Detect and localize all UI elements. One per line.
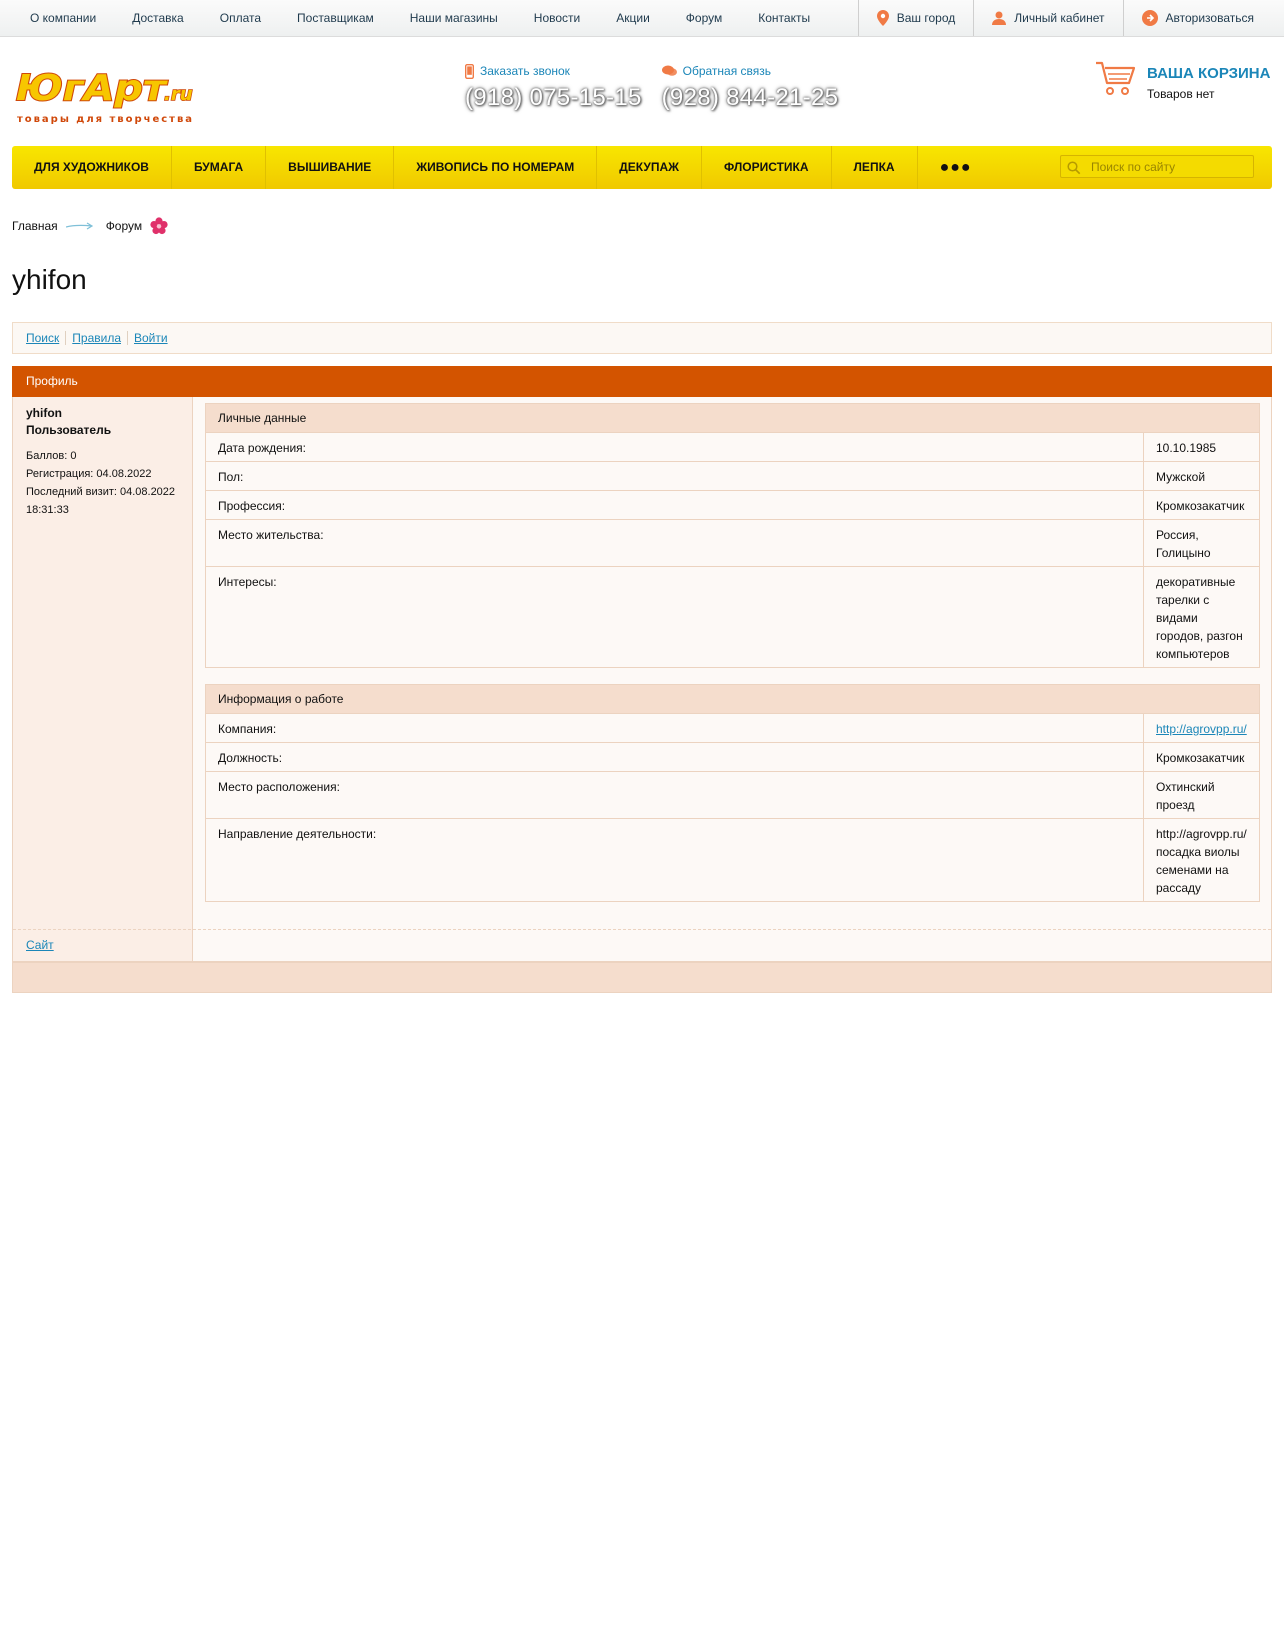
table-row [206, 819, 1260, 902]
menu-paint-by-numbers[interactable]: ЖИВОПИСЬ ПО НОМЕРАМ [394, 146, 597, 189]
phones-block [465, 62, 858, 112]
search-input[interactable] [1091, 156, 1251, 177]
profile-stats [26, 447, 186, 519]
menu-decoupage[interactable]: ДЕКУПАЖ [597, 146, 702, 189]
breadcrumb-forum[interactable]: Форум [105, 219, 143, 233]
topnav-payment[interactable]: Оплата [219, 11, 262, 25]
table-row [206, 567, 1260, 668]
topnav-forum[interactable]: Форум [685, 11, 723, 25]
menu-embroidery[interactable]: ВЫШИВАНИЕ [266, 146, 394, 189]
separator [127, 331, 128, 345]
svg-text:.ru: .ru [164, 84, 193, 105]
table-row [206, 772, 1260, 819]
profile-header: Профиль [12, 366, 1272, 397]
forum-rules-link[interactable]: Правила [72, 331, 121, 345]
topnav-about[interactable]: О компании [30, 11, 97, 25]
menu-artists[interactable]: ДЛЯ ХУДОЖНИКОВ [12, 146, 172, 189]
row-value: Охтинский проезд [1144, 772, 1260, 819]
profile-box [12, 397, 1272, 962]
row-label: Компания: [206, 714, 1144, 743]
breadcrumb-home[interactable]: Главная [12, 219, 58, 233]
personal-data-table [205, 403, 1260, 668]
cart-widget[interactable] [1095, 60, 1270, 101]
row-value [1144, 714, 1260, 743]
arrow-right-icon [66, 221, 94, 231]
row-value: http://agrovpp.ru/ посадка виолы семенами на рассаду [1144, 819, 1260, 902]
separator [65, 331, 66, 345]
location-pin-icon [877, 10, 889, 26]
topnav-news[interactable]: Новости [533, 11, 581, 25]
topnav-contacts[interactable]: Контакты [758, 11, 811, 25]
phone-number-2: (928) 844-21-25 [661, 84, 839, 111]
row-label: Место жительства: [206, 520, 1144, 567]
top-bar [0, 0, 1284, 37]
cabinet-label: Личный кабинет [1014, 11, 1105, 25]
table-row [206, 743, 1260, 772]
table-row [206, 714, 1260, 743]
site-logo[interactable] [14, 60, 204, 128]
work-info-title: Информация о работе [206, 685, 1260, 714]
cart-icon [1095, 60, 1135, 96]
user-icon [992, 11, 1006, 25]
profile-points: Баллов: 0 [26, 450, 77, 462]
city-label: Ваш город [896, 11, 956, 25]
row-value: 10.10.1985 [1144, 433, 1260, 462]
cabinet-link[interactable] [973, 0, 1122, 36]
row-value: Кромкозакатчик [1144, 743, 1260, 772]
page-title: yhifon [12, 264, 87, 295]
profile-last-visit: Последний визит: 04.08.2022 18:31:33 [26, 486, 176, 516]
flower-icon [150, 217, 168, 235]
forum-links [12, 322, 1272, 354]
topnav-promos[interactable]: Акции [616, 11, 650, 25]
row-value: декоративные тарелки с видами городов, разгон компьютеров [1144, 567, 1260, 668]
company-link[interactable]: http://agrovpp.ru/ [1156, 722, 1247, 736]
topnav-suppliers[interactable]: Поставщикам [297, 11, 374, 25]
phone-feedback [662, 62, 839, 112]
menu-floristics[interactable]: ФЛОРИСТИКА [702, 146, 831, 189]
mobile-phone-icon [465, 64, 474, 79]
main-menu [12, 146, 1272, 189]
row-label: Место расположения: [206, 772, 1144, 819]
phone-number-1: (918) 075-15-15 [465, 84, 642, 111]
row-label: Направление деятельности: [206, 819, 1144, 902]
feedback-label: Обратная связь [682, 64, 772, 78]
svg-text:ЮгАрт: ЮгАрт [16, 68, 169, 109]
profile-role: Пользователь [26, 423, 112, 437]
forum-login-link[interactable]: Войти [134, 331, 168, 345]
topnav-delivery[interactable]: Доставка [132, 11, 184, 25]
phone-callback [465, 62, 642, 112]
row-value: Кромкозакатчик [1144, 491, 1260, 520]
site-search [1060, 155, 1254, 178]
forum-search-link[interactable]: Поиск [26, 331, 60, 345]
login-icon [1142, 10, 1158, 26]
row-label: Дата рождения: [206, 433, 1144, 462]
profile-divider [13, 929, 1271, 930]
login-link[interactable] [1123, 0, 1272, 36]
svg-text:товары для творчества: товары для творчества [17, 114, 192, 125]
search-icon[interactable] [1067, 161, 1081, 175]
cart-status: Товаров нет [1147, 87, 1215, 101]
row-label: Пол: [206, 462, 1144, 491]
table-row [206, 491, 1260, 520]
menu-more-button[interactable]: ●●● [939, 159, 972, 176]
top-nav [12, 0, 828, 36]
feedback-link[interactable] [662, 62, 839, 80]
top-user-nav [858, 0, 1272, 36]
row-value: Россия, Голицыно [1144, 520, 1260, 567]
row-value: Мужской [1144, 462, 1260, 491]
profile-username: yhifon [26, 406, 62, 420]
breadcrumb [12, 217, 180, 235]
table-row [206, 462, 1260, 491]
chat-icon [662, 65, 677, 77]
row-label: Профессия: [206, 491, 1144, 520]
personal-data-title: Личные данные [206, 404, 1260, 433]
city-selector[interactable] [858, 0, 974, 36]
profile-sidebar [13, 397, 193, 961]
profile-registered: Регистрация: 04.08.2022 [26, 468, 152, 480]
row-label: Интересы: [206, 567, 1144, 668]
profile-footer [12, 962, 1272, 993]
menu-modeling[interactable]: ЛЕПКА [832, 146, 918, 189]
profile-site-link[interactable]: Сайт [26, 938, 54, 952]
callback-label: Заказать звонок [480, 64, 570, 78]
callback-link[interactable] [465, 62, 642, 80]
cart-title: ВАША КОРЗИНА [1147, 65, 1271, 82]
table-row [206, 433, 1260, 462]
login-label: Авторизоваться [1165, 11, 1254, 25]
table-row [206, 520, 1260, 567]
row-label: Должность: [206, 743, 1144, 772]
topnav-stores[interactable]: Наши магазины [409, 11, 498, 25]
work-info-table [205, 684, 1260, 902]
menu-paper[interactable]: БУМАГА [172, 146, 266, 189]
